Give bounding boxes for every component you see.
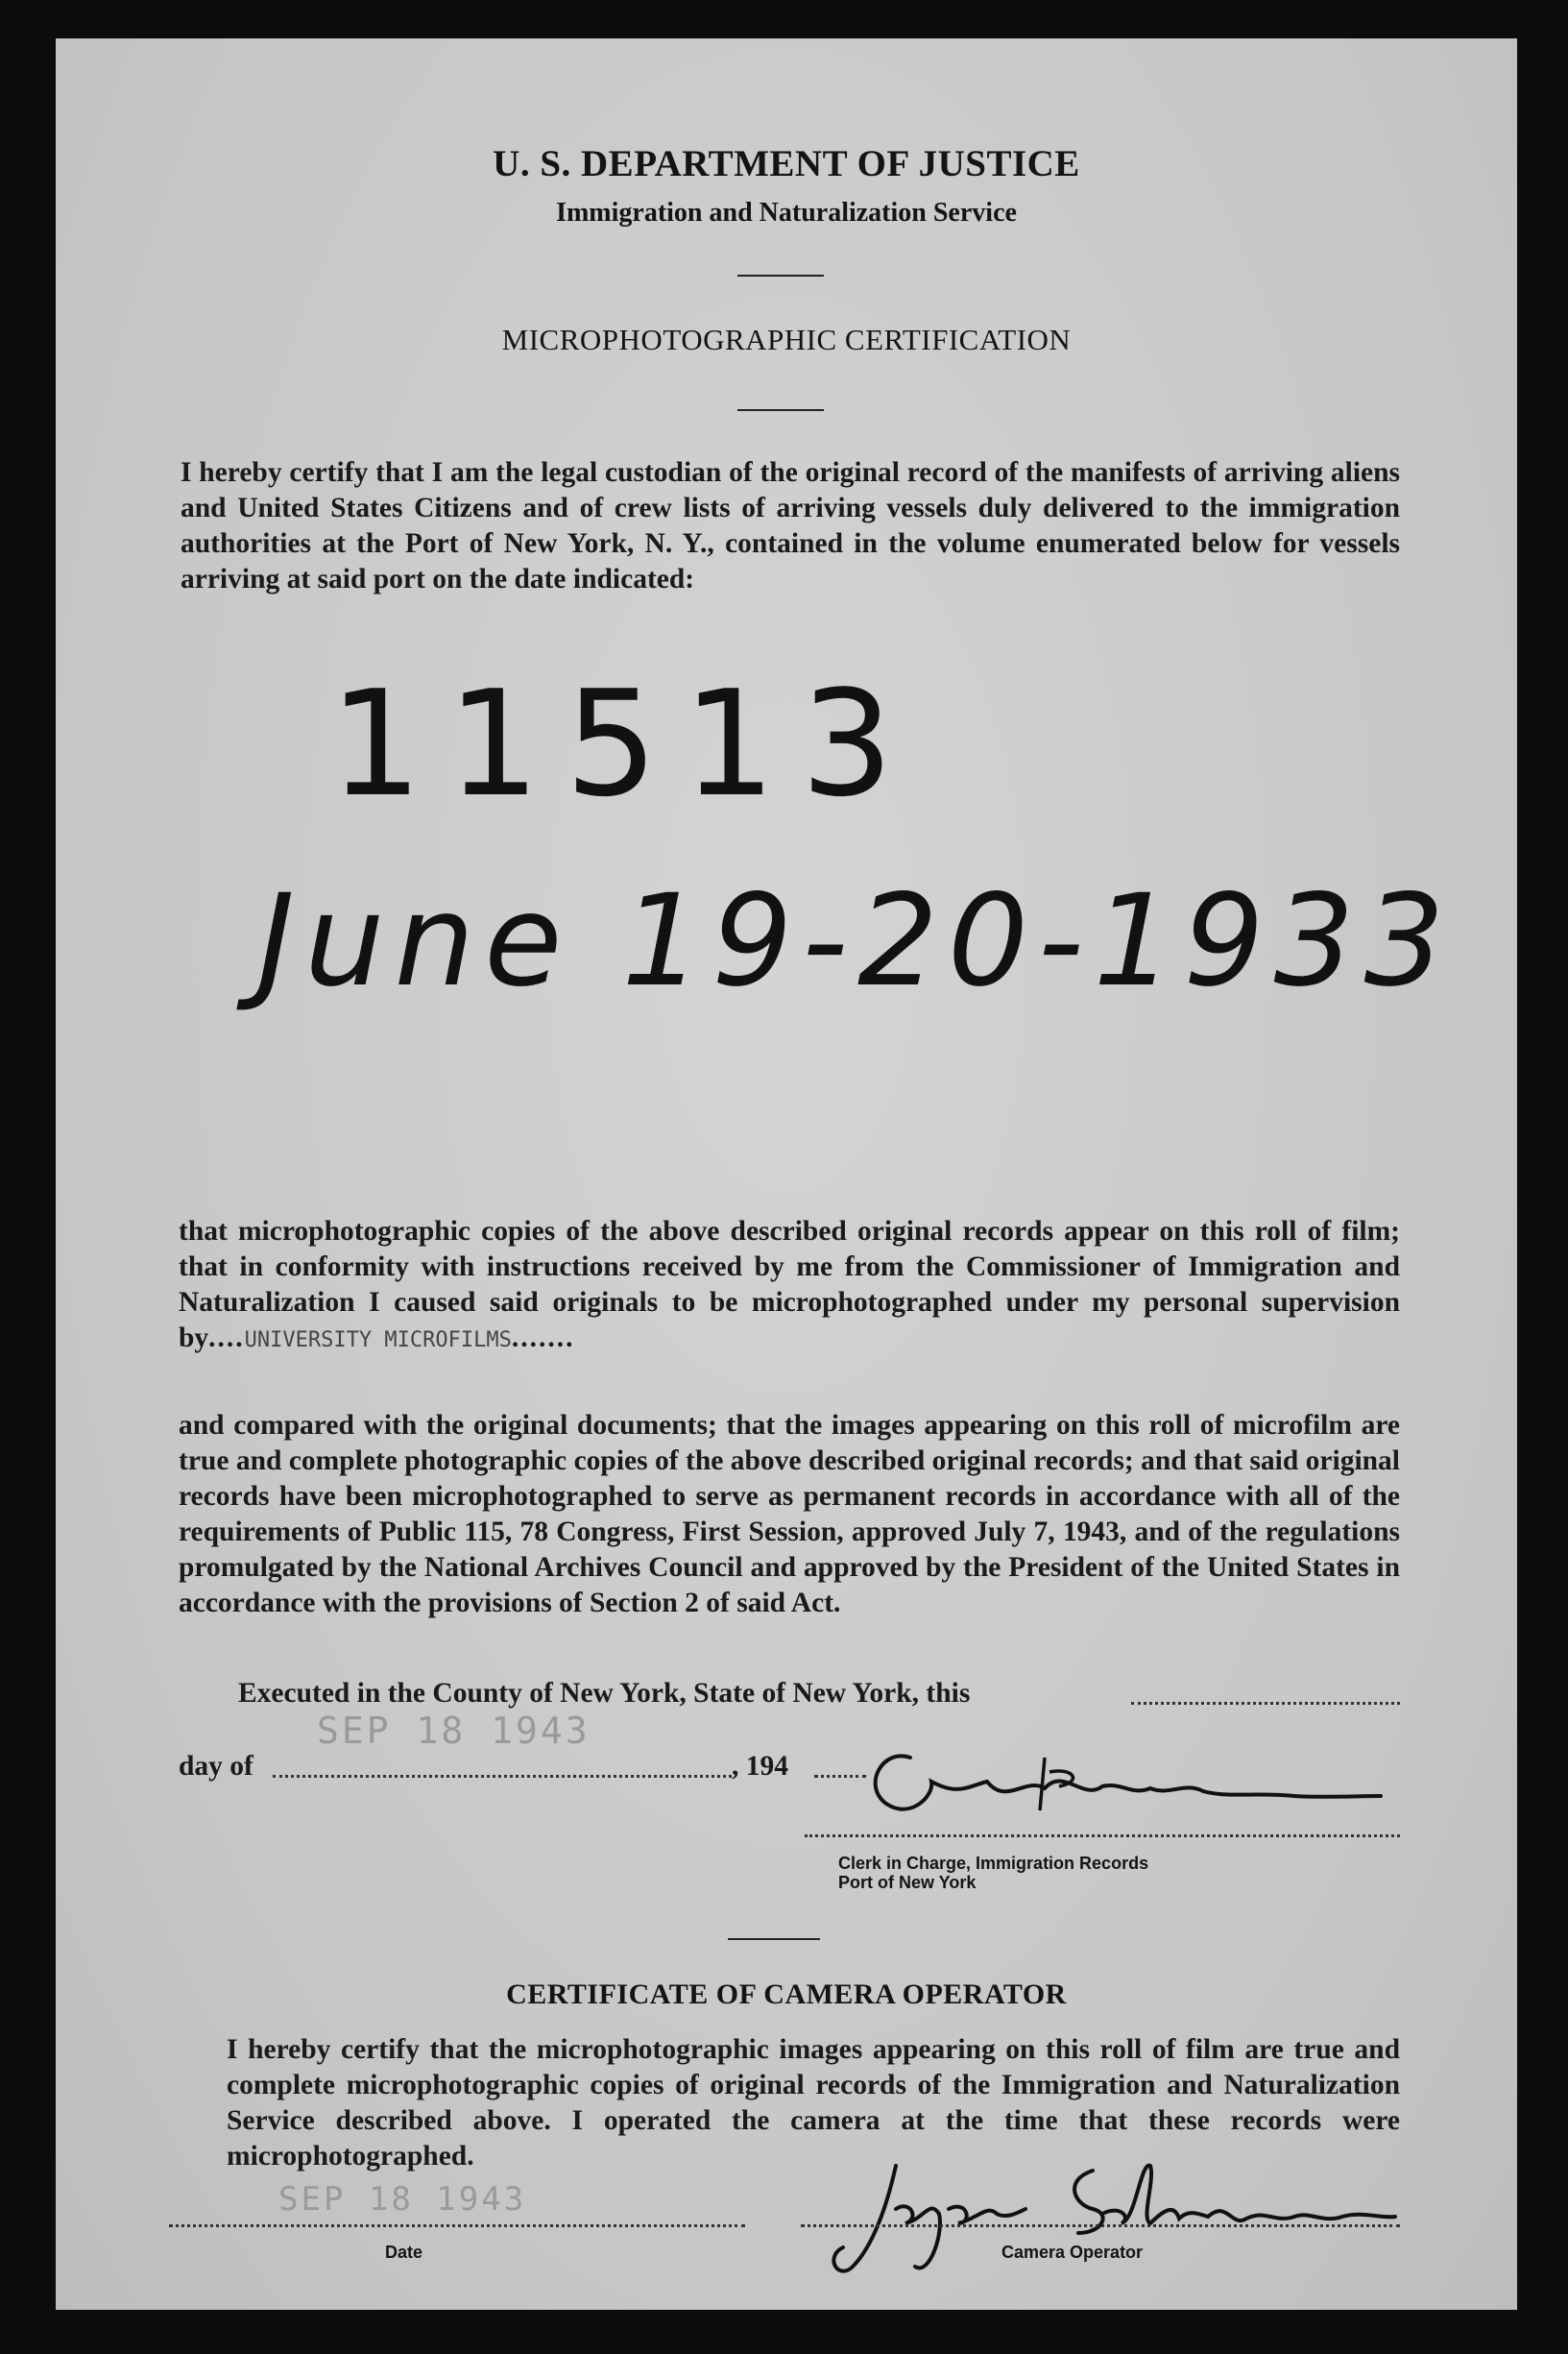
month-field	[273, 1775, 732, 1778]
microfilm-company: UNIVERSITY MICROFILMS	[244, 1328, 512, 1352]
certificate-page	[56, 38, 1517, 2310]
copies-statement-part2: and compared with the original documents; that the images appearing on this roll of microfilm are true and complete photographic copies of the above described original records; and that said original records have been microphotographed to serve as permanent records in accordance with all of the requirements of Public 115, 78 Congress, First Session, approved July 7, 1943, and of the regulations promulgated by the National Archives Council and approved by the President of the United States in accordance with the provisions of Section 2 of said Act.	[179, 1410, 1400, 1618]
handwritten-date-range: June 19-20-1933	[257, 867, 1455, 1015]
camera-operator-line	[801, 2224, 1400, 2227]
copies-statement-part1: that microphotographic copies of the above described original records appear on this roll of film; that in conformity with instructions received by me from the Commissioner of Immigration and Naturalization I caused said originals to be microphotographed under my personal supervision by....UNIVERSITY MICROFILMS.......	[179, 1216, 1400, 1353]
camera-operator-signature	[805, 2142, 1400, 2286]
clerk-signature-line	[805, 1834, 1400, 1837]
clerk-title-line2: Port of New York	[838, 1873, 977, 1892]
camera-operator-signature-text: Joyce Schlossmann	[805, 2142, 812, 2143]
camera-certificate-title: CERTIFICATE OF CAMERA OPERATOR	[506, 1978, 1067, 2010]
clerk-signature	[843, 1729, 1400, 1834]
year-prefix: , 194	[732, 1751, 788, 1782]
clerk-signature-text: Geo. Baecher	[843, 1729, 849, 1730]
execution-line: Executed in the County of New York, State of New York, this	[238, 1678, 971, 1709]
divider	[737, 409, 824, 411]
execution-day-field	[1131, 1702, 1400, 1705]
camera-operator-label: Camera Operator	[1001, 2243, 1144, 2262]
custodian-statement: I hereby certify that I am the legal custodian of the original record of the manifests of arriving aliens and United States Citizens and of crew lists of arriving vessels duly delivered to the immigration authorities at the Port of New York, N. Y., contained in the volume enumerated below for vessels arriving at said port on the date indicated:	[181, 457, 1400, 595]
copies-statement-text: that microphotographic copies of the above described original records appear on this roll of film; that in conformity with instructions received by me from the Commissioner of Immigration and Naturalization I caused said originals to be microphotographed under my personal supervision by	[179, 1216, 1400, 1353]
certification-title: MICROPHOTOGRAPHIC CERTIFICATION	[501, 323, 1072, 356]
divider	[737, 275, 824, 277]
camera-date-label: Date	[385, 2243, 423, 2262]
department-heading: U. S. DEPARTMENT OF JUSTICE	[493, 143, 1080, 184]
day-of-label: day of	[179, 1751, 253, 1782]
camera-date-stamp: SEP 18 1943	[278, 2180, 527, 2219]
execution-date-stamp: SEP 18 1943	[317, 1710, 591, 1752]
service-subheading: Immigration and Naturalization Service	[556, 198, 1017, 228]
camera-date-line	[169, 2224, 745, 2227]
clerk-title-line1: Clerk in Charge, Immigration Records	[838, 1854, 1149, 1873]
clerk-title	[838, 1854, 1148, 1892]
divider	[728, 1938, 820, 1940]
camera-certificate-statement: I hereby certify that the microphotographic images appearing on this roll of film are true and complete microphotographic copies of original records of the Immigration and Naturalization Service described above. I operated the camera at the time that these records were microphotographed.	[227, 2034, 1400, 2172]
handwritten-volume-number: 11513	[329, 659, 919, 829]
